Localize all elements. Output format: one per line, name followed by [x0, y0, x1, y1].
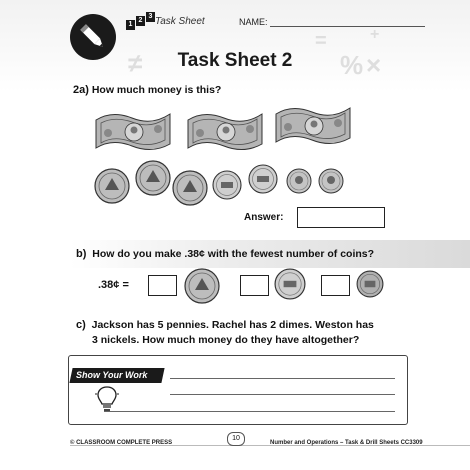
- coin-count-box-nickel[interactable]: [240, 275, 269, 296]
- deco-times: ×: [366, 50, 382, 80]
- dollar-bill-1: [92, 106, 174, 156]
- publisher-credit: © CLASSROOM COMPLETE PRESS: [70, 440, 173, 446]
- answer-label: Answer:: [244, 212, 284, 223]
- question-c: [76, 318, 374, 348]
- deco-not-equal: ≠: [128, 48, 143, 78]
- amount-label: .38¢ =: [98, 279, 129, 291]
- work-line-2[interactable]: [170, 394, 395, 395]
- question-a-text: How much money is this?: [91, 84, 222, 96]
- dime-coin-1: [286, 168, 312, 194]
- sheet-label: Task Sheet: [155, 16, 205, 27]
- badge-digit-1: 1: [126, 20, 135, 30]
- product-credit: Number and Operations – Task & Drill Sheets CC3309: [270, 440, 423, 446]
- page-number: 10: [227, 432, 245, 446]
- question-b-text: How do you make .38¢ with the fewest number of coins?: [92, 248, 375, 260]
- nickel-coin-2: [248, 164, 278, 194]
- name-label: NAME:: [239, 17, 268, 27]
- question-b-number: b): [76, 248, 87, 260]
- deco-equal: =: [315, 30, 327, 52]
- quarter-coin-2: [135, 160, 171, 196]
- badge-digit-2: 2: [136, 16, 145, 26]
- work-banner-label: Show Your Work: [76, 370, 148, 380]
- quarter-coin-1: [94, 168, 130, 204]
- dime-coin-2: [318, 168, 344, 194]
- coin-count-box-quarter[interactable]: [148, 275, 177, 296]
- deco-percent: %: [340, 50, 364, 80]
- answer-field[interactable]: [297, 207, 385, 228]
- quarter-coin-3: [172, 170, 208, 206]
- nickel-coin-1: [212, 170, 242, 200]
- work-area[interactable]: [68, 355, 408, 425]
- question-a-number: 2a): [73, 84, 89, 96]
- question-c-number: c): [76, 319, 86, 331]
- name-field[interactable]: [270, 26, 425, 27]
- question-b: [76, 248, 374, 260]
- dollar-bill-2: [184, 106, 266, 156]
- coin-count-box-penny[interactable]: [321, 275, 350, 296]
- page-title: Task Sheet 2: [177, 50, 293, 71]
- lightbulb-icon: [95, 384, 119, 414]
- question-a: [73, 84, 221, 96]
- penny-coin-b: [356, 270, 384, 298]
- dollar-bill-3: [272, 100, 354, 150]
- work-line-3[interactable]: [104, 411, 395, 412]
- question-c-line-2: 3 nickels. How much money do they have altogether?: [92, 334, 360, 346]
- deco-plus: +: [370, 26, 380, 43]
- question-c-line-1: Jackson has 5 pennies. Rachel has 2 dimes. Weston has: [91, 319, 374, 331]
- badge-digit-3: 3: [146, 12, 155, 22]
- nickel-coin-b: [274, 268, 306, 300]
- quarter-coin-b: [184, 268, 220, 304]
- work-line-1[interactable]: [170, 378, 395, 379]
